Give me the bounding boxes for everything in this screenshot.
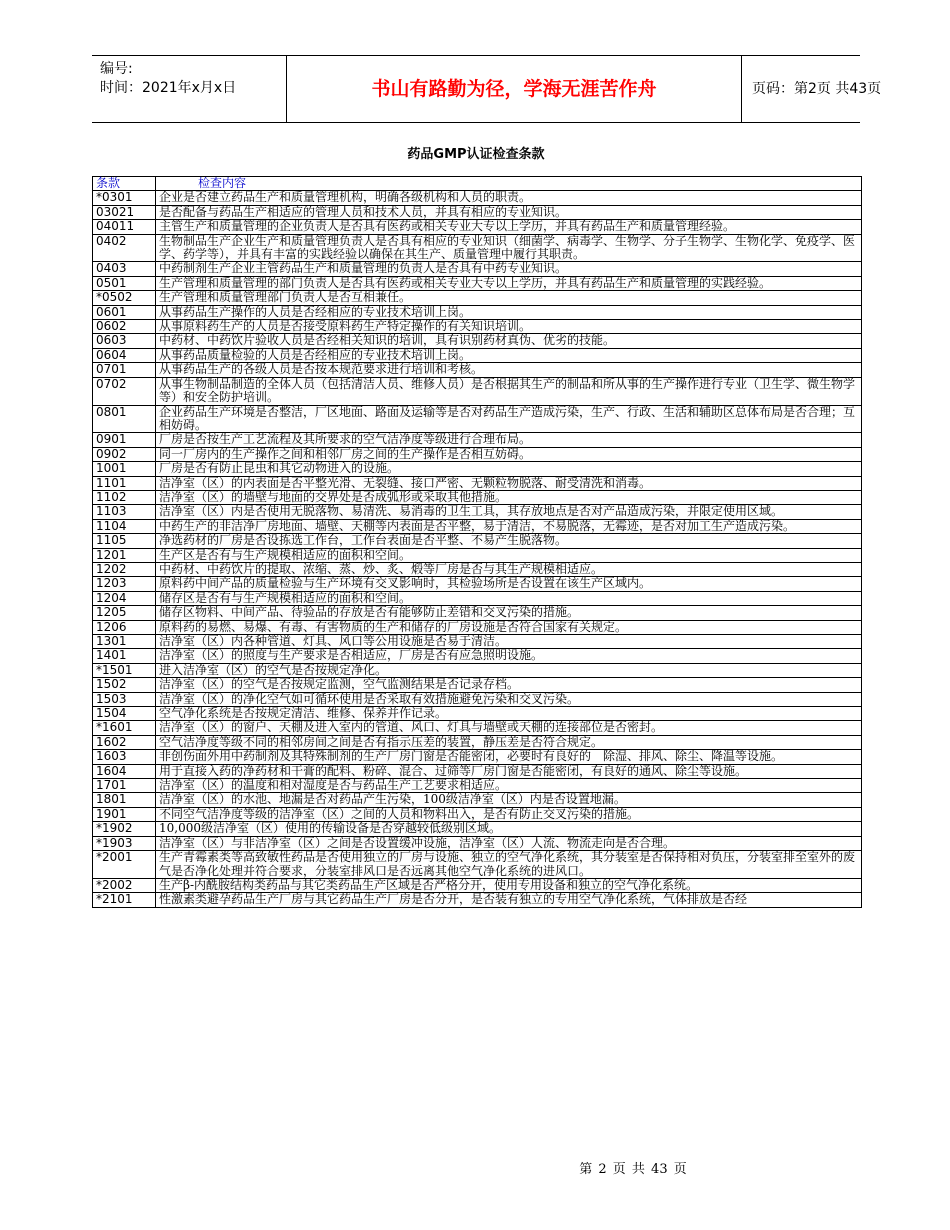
table-row [93, 893, 862, 907]
clause-content: 中药材、中药饮片验收人员是否经相关知识的培训，具有识别药材真伪、优劣的技能。 [156, 334, 862, 348]
clause-content: 主管生产和质量管理的企业负责人是否具有医药或相关专业大专以上学历，并具有药品生产和质量管理经验。 [156, 220, 862, 234]
clause-content: 洁净室（区）的照度与生产要求是否相适应，厂房是否有应急照明设施。 [156, 649, 862, 663]
clause-code: 0604 [93, 348, 156, 362]
table-row [93, 220, 862, 234]
clause-content: 同一厂房内的生产操作之间和相邻厂房之间的生产操作是否相互妨碍。 [156, 447, 862, 461]
table-row [93, 276, 862, 290]
table-row [93, 447, 862, 461]
clause-code: 0702 [93, 377, 156, 405]
clause-content: 洁净室（区）的水池、地漏是否对药品产生污染，100级洁净室（区）内是否设置地漏。 [156, 793, 862, 807]
table-row [93, 433, 862, 447]
clause-code: *2001 [93, 851, 156, 879]
clause-code: 1801 [93, 793, 156, 807]
table-row [93, 779, 862, 793]
clause-content: 不同空气洁净度等级的洁净室（区）之间的人员和物料出入，是否有防止交叉污染的措施。 [156, 807, 862, 821]
clause-content: 洁净室（区）的净化空气如可循环使用是否采取有效措施避免污染和交叉污染。 [156, 692, 862, 706]
clause-code: 1504 [93, 707, 156, 721]
table-row [93, 707, 862, 721]
clause-content: 生产管理和质量管理的部门负责人是否具有医药或相关专业大专以上学历，并具有药品生产和质量管理的实践经验。 [156, 276, 862, 290]
inspection-items-table [92, 176, 862, 908]
clause-content: 洁净室（区）的墙壁与地面的交界处是否成弧形或采取其他措施。 [156, 490, 862, 504]
clause-content: 洁净室（区）的内表面是否平整光滑、无裂缝、接口严密、无颗粒物脱落、耐受清洗和消毒。 [156, 476, 862, 490]
table-body [93, 191, 862, 907]
header-motto: 书山有路勤为径，学海无涯苦作舟 [286, 56, 742, 122]
clause-code: 1203 [93, 577, 156, 591]
clause-content: 生产青霉素类等高致敏性药品是否使用独立的厂房与设施、独立的空气净化系统，其分装室是否保持相对负压，分装室排至室外的废气是否净化处理并符合要求，分装室排风口是否远离其他空气净化系统的进风口。 [156, 851, 862, 879]
page-footer [0, 1158, 950, 1177]
table-row [93, 534, 862, 548]
clause-code: 0501 [93, 276, 156, 290]
table-row [93, 606, 862, 620]
clause-code: 0701 [93, 363, 156, 377]
table-row [93, 851, 862, 879]
header-page-label: 页码：第2页 共43页 [752, 81, 882, 97]
clause-content: 非创伤面外用中药制剂及其特殊制剂的生产厂房门窗是否能密闭，必要时有良好的 除湿、排风、除尘、降温等设施。 [156, 750, 862, 764]
clause-content: 中药生产的非洁净厂房地面、墙壁、天棚等内表面是否平整，易于清洁，不易脱落，无霉迹，是否对加工生产造成污染。 [156, 519, 862, 533]
clause-content: 生产β-内酰胺结构类药品与其它类药品生产区域是否严格分开，使用专用设备和独立的空气净化系统。 [156, 878, 862, 892]
table-row [93, 519, 862, 533]
table-row [93, 649, 862, 663]
clause-content: 中药制剂生产企业主管药品生产和质量管理的负责人是否具有中药专业知识。 [156, 262, 862, 276]
clause-code: 1104 [93, 519, 156, 533]
column-header-code: 条款 [93, 177, 156, 191]
page-header [92, 55, 882, 123]
clause-content: 从事原料药生产的人员是否接受原料药生产特定操作的有关知识培训。 [156, 320, 862, 334]
clause-code: *1902 [93, 822, 156, 836]
clause-code: 1206 [93, 620, 156, 634]
clause-content: 洁净室（区）的空气是否按规定监测，空气监测结果是否记录存档。 [156, 678, 862, 692]
clause-content: 企业药品生产环境是否整洁，厂区地面、路面及运输等是否对药品生产造成污染，生产、行政、生活和辅助区总体布局是否合理；互相妨碍。 [156, 405, 862, 433]
header-meta [92, 56, 286, 122]
clause-content: 生物制品生产企业生产和质量管理负责人是否具有相应的专业知识（细菌学、病毒学、生物学、分子生物学、生物化学、免疫学、医学、药学等），并具有丰富的实践经验以确保在其生产、质量管理中履行其职责。 [156, 234, 862, 262]
clause-content: 洁净室（区）内是否使用无脱落物、易清洗、易消毒的卫生工具，其存放地点是否对产品造成污染，并限定使用区域。 [156, 505, 862, 519]
clause-code: *2101 [93, 893, 156, 907]
clause-code: 1102 [93, 490, 156, 504]
clause-code: 1201 [93, 548, 156, 562]
table-row [93, 462, 862, 476]
clause-content: 储存区是否有与生产规模相适应的面积和空间。 [156, 591, 862, 605]
clause-content: 生产区是否有与生产规模相适应的面积和空间。 [156, 548, 862, 562]
table-row [93, 764, 862, 778]
clause-code: 1103 [93, 505, 156, 519]
table-row [93, 505, 862, 519]
clause-code: 1503 [93, 692, 156, 706]
clause-content: 生产管理和质量管理部门负责人是否互相兼任。 [156, 291, 862, 305]
document-number-label: 编号: [100, 61, 133, 77]
clause-code: 1105 [93, 534, 156, 548]
clause-code: 0801 [93, 405, 156, 433]
clause-code: 1602 [93, 735, 156, 749]
clause-content: 厂房是否有防止昆虫和其它动物进入的设施。 [156, 462, 862, 476]
clause-code: 1401 [93, 649, 156, 663]
clause-code: 0402 [93, 234, 156, 262]
clause-content: 洁净室（区）的温度和相对湿度是否与药品生产工艺要求相适应。 [156, 779, 862, 793]
clause-code: 1604 [93, 764, 156, 778]
clause-content: 10,000级洁净室（区）使用的传输设备是否穿越较低级别区域。 [156, 822, 862, 836]
clause-content: 用于直接入药的净药材和干膏的配料、粉碎、混合、过筛等厂房门窗是否能密闭，有良好的通风、除尘等设施。 [156, 764, 862, 778]
clause-code: 1204 [93, 591, 156, 605]
clause-content: 洁净室（区）的窗户、天棚及进入室内的管道、风口、灯具与墙壁或天棚的连接部位是否密封。 [156, 721, 862, 735]
column-header-content: 检查内容 [156, 177, 862, 191]
clause-code: 1205 [93, 606, 156, 620]
table-row [93, 320, 862, 334]
table-row [93, 405, 862, 433]
clause-content: 空气净化系统是否按规定清洁、维修、保养并作记录。 [156, 707, 862, 721]
document-title: 药品GMP认证检查条款 [407, 147, 545, 162]
footer-page-number: 第 2 页 共 43 页 [579, 1162, 687, 1177]
table-row [93, 548, 862, 562]
table-row [93, 577, 862, 591]
clause-code: *1903 [93, 836, 156, 850]
table-row [93, 836, 862, 850]
clause-code: 04011 [93, 220, 156, 234]
clause-code: *0502 [93, 291, 156, 305]
table-row [93, 721, 862, 735]
clause-content: 储存区物料、中间产品、待验品的存放是否有能够防止差错和交叉污染的措施。 [156, 606, 862, 620]
table-row [93, 205, 862, 219]
clause-content: 空气洁净度等级不同的相邻房间之间是否有指示压差的装置，静压差是否符合规定。 [156, 735, 862, 749]
clause-content: 从事药品生产的各级人员是否按本规范要求进行培训和考核。 [156, 363, 862, 377]
clause-content: 从事药品质量检验的人员是否经相应的专业技术培训上岗。 [156, 348, 862, 362]
table-row [93, 692, 862, 706]
clause-content: 从事药品生产操作的人员是否经相应的专业技术培训上岗。 [156, 305, 862, 319]
table-row [93, 678, 862, 692]
table-row [93, 735, 862, 749]
table-row [93, 793, 862, 807]
table-row [93, 363, 862, 377]
clause-code: 1502 [93, 678, 156, 692]
clause-content: 企业是否建立药品生产和质量管理机构，明确各级机构和人员的职责。 [156, 191, 862, 205]
clause-code: *1501 [93, 663, 156, 677]
clause-code: 0603 [93, 334, 156, 348]
clause-code: 1301 [93, 635, 156, 649]
clause-content: 从事生物制品制造的全体人员（包括清洁人员、维修人员）是否根据其生产的制品和所从事的生产操作进行专业（卫生学、微生物学等）和安全防护培训。 [156, 377, 862, 405]
clause-code: 1901 [93, 807, 156, 821]
table-row [93, 635, 862, 649]
clause-code: *1601 [93, 721, 156, 735]
table-row [93, 476, 862, 490]
clause-code: 0602 [93, 320, 156, 334]
table-header-row [93, 177, 862, 191]
table-row [93, 291, 862, 305]
clause-code: 0403 [93, 262, 156, 276]
table-row [93, 822, 862, 836]
clause-code: 1603 [93, 750, 156, 764]
clause-code: 1101 [93, 476, 156, 490]
table-row [93, 663, 862, 677]
clause-content: 原料药中间产品的质量检验与生产环境有交叉影响时，其检验场所是否设置在该生产区域内。 [156, 577, 862, 591]
clause-code: 0601 [93, 305, 156, 319]
clause-content: 洁净室（区）与非洁净室（区）之间是否设置缓冲设施，洁净室（区）人流、物流走向是否合理。 [156, 836, 862, 850]
table-row [93, 878, 862, 892]
table-row [93, 807, 862, 821]
clause-content: 厂房是否按生产工艺流程及其所要求的空气洁净度等级进行合理布局。 [156, 433, 862, 447]
clause-content: 原料药的易燃、易爆、有毒、有害物质的生产和储存的厂房设施是否符合国家有关规定。 [156, 620, 862, 634]
clause-content: 性激素类避孕药品生产厂房与其它药品生产厂房是否分开，是否装有独立的专用空气净化系统，气体排放是否经 [156, 893, 862, 907]
clause-content: 洁净室（区）内各种管道、灯具、风口等公用设施是否易于清洁。 [156, 635, 862, 649]
table-row [93, 490, 862, 504]
clause-code: 0902 [93, 447, 156, 461]
table-row [93, 262, 862, 276]
clause-content: 中药材、中药饮片的提取、浓缩、蒸、炒、炙、煅等厂房是否与其生产规模相适应。 [156, 562, 862, 576]
clause-content: 净选药材的厂房是否设拣选工作台，工作台表面是否平整、不易产生脱落物。 [156, 534, 862, 548]
table-row [93, 305, 862, 319]
table-row [93, 348, 862, 362]
table-row [93, 234, 862, 262]
table-row [93, 750, 862, 764]
clause-code: *2002 [93, 878, 156, 892]
clause-code: *0301 [93, 191, 156, 205]
table-row [93, 562, 862, 576]
table-row [93, 620, 862, 634]
table-row [93, 591, 862, 605]
clause-code: 1202 [93, 562, 156, 576]
clause-code: 1701 [93, 779, 156, 793]
clause-content: 进入洁净室（区）的空气是否按规定净化。 [156, 663, 862, 677]
clause-code: 03021 [93, 205, 156, 219]
table-row [93, 377, 862, 405]
clause-content: 是否配备与药品生产相适应的管理人员和技术人员，并具有相应的专业知识。 [156, 205, 862, 219]
table-row [93, 191, 862, 205]
table-row [93, 334, 862, 348]
clause-code: 0901 [93, 433, 156, 447]
document-time-label: 时间：2021年x月x日 [100, 80, 237, 96]
clause-code: 1001 [93, 462, 156, 476]
